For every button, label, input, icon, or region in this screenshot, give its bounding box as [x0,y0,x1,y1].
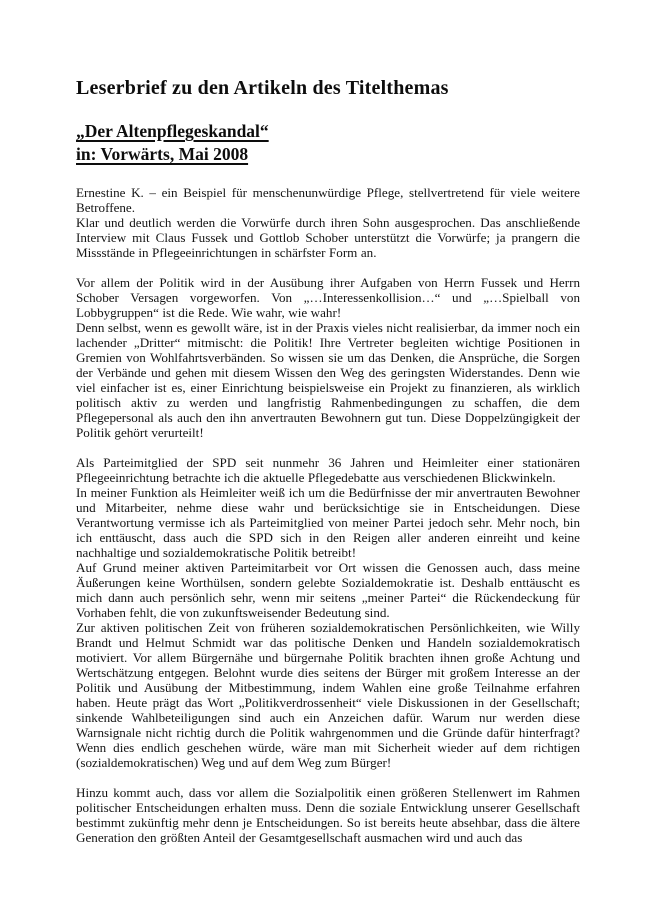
body-paragraph: Denn selbst, wenn es gewollt wäre, ist in der Praxis vieles nicht realisierbar, da immer noch ein lachender „Dritter“ mitmischt: die Politik! Ihre Vertreter begleiten wichtige Positionen in Gremien von Wohlfahrtsverbänden. So wissen sie um das Denken, die Ansprüche, die Sorgen der Verbände und gehen mit diesem Wissen den Weg des geringsten Widerstandes. Denn wie viel einfacher ist es, einer Einrichtung beispielsweise ein Projekt zu finanzieren, als wirklich politisch aktiv zu werden und langfristig Rahmenbedingungen zu schaffen, die dem Pflegepersonal als auch den ihn anvertrauten Bewohnern gut tun. Diese Doppelzüngigkeit der Politik gehört verurteilt! [76,320,580,440]
body-paragraph: Hinzu kommt auch, dass vor allem die Sozialpolitik einen größeren Stellenwert im Rahmen politischer Entscheidungen erhalten muss. Denn die soziale Entwicklung unserer Gesellschaft bestimmt zukünftig mehr denn je Entscheidungen. So ist bereits heute absehbar, dass die ältere Generation den größten Anteil der Gesamtgesellschaft ausmachen wird und auch das [76,785,580,845]
body-paragraph: Als Parteimitglied der SPD seit nunmehr 36 Jahren und Heimleiter einer stationären Pflegeeinrichtung betrachte ich die aktuelle Pflegedebatte aus verschiedenen Blickwinkeln. [76,455,580,485]
document-content [76,76,580,845]
body-paragraph: Klar und deutlich werden die Vorwürfe durch ihren Sohn ausgesprochen. Das anschließende Interview mit Claus Fussek und Gottlob Schober unterstützt die Vorwürfe; ja prangern die Missstände in Pflegeeinrichtungen in schärfster Form an. [76,215,580,260]
document-body [76,185,580,845]
body-paragraph: Ernestine K. – ein Beispiel für menschenunwürdige Pflege, stellvertretend für viele weitere Betroffene. [76,185,580,215]
body-paragraph: In meiner Funktion als Heimleiter weiß ich um die Bedürfnisse der mir anvertrauten Bewohner und Mitarbeiter, nehme diese wahr und berücksichtige sie in Entscheidungen. Diese Verantwortung vermisse ich als Parteimitglied von meiner Partei jedoch sehr. Mehr noch, bin ich enttäuscht, dass auch die SPD sich in den Reigen aller anderen einreiht und keine nachhaltige und sozialdemokratische Politik betreibt! [76,485,580,560]
body-paragraph: Auf Grund meiner aktiven Parteimitarbeit vor Ort wissen die Genossen auch, dass meine Äußerungen keine Worthülsen, sondern gelebte Sozialdemokratie ist. Deshalb enttäuscht es mich dann auch persönlich sehr, wenn mir seitens „meiner Partei“ die Rückendeckung für Vorhaben fehlt, die von zukunftsweisender Bedeutung sind. [76,560,580,620]
body-paragraph: Vor allem der Politik wird in der Ausübung ihrer Aufgaben von Herrn Fussek und Herrn Schober Versagen vorgeworfen. Von „…Interessenkollision…“ und „…Spielball von Lobbygruppen“ ist die Rede. Wie wahr, wie wahr! [76,275,580,320]
subtitle-line-2: in: Vorwärts, Mai 2008 [76,144,249,164]
document-subtitle [76,120,580,166]
body-paragraph: Zur aktiven politischen Zeit von früheren sozialdemokratischen Persönlichkeiten, wie Willy Brandt und Helmut Schmidt war das politische Denken und Handeln sozialdemokratisch motiviert. Vor allem Bürgernähe und bürgernahe Politik brachten ihnen große Achtung und Wertschätzung entgegen. Belohnt wurde dies seitens der Bürger mit großem Interesse an der Politik und Ausübung der Mitbestimmung, indem Wahlen eine große Teilnahme erfahren haben. Heute prägt das Wort „Politikverdrossenheit“ viele Diskussionen in der Gesellschaft; sinkende Wahlbeteiligungen sind auch ein Anzeichen dafür. Warum nur werden diese Warnsignale nicht richtig durch die Politik wahrgenommen und die Gründe dafür hinterfragt? Wenn dies endlich geschehen würde, wäre man mit Sicherheit wieder auf dem richtigen (sozialdemokratischen) Weg und auf dem Weg zum Bürger! [76,620,580,770]
document-title: Leserbrief zu den Artikeln des Titelthemas [76,77,449,99]
subtitle-line-1: „Der Altenpflegeskandal“ [76,121,269,141]
